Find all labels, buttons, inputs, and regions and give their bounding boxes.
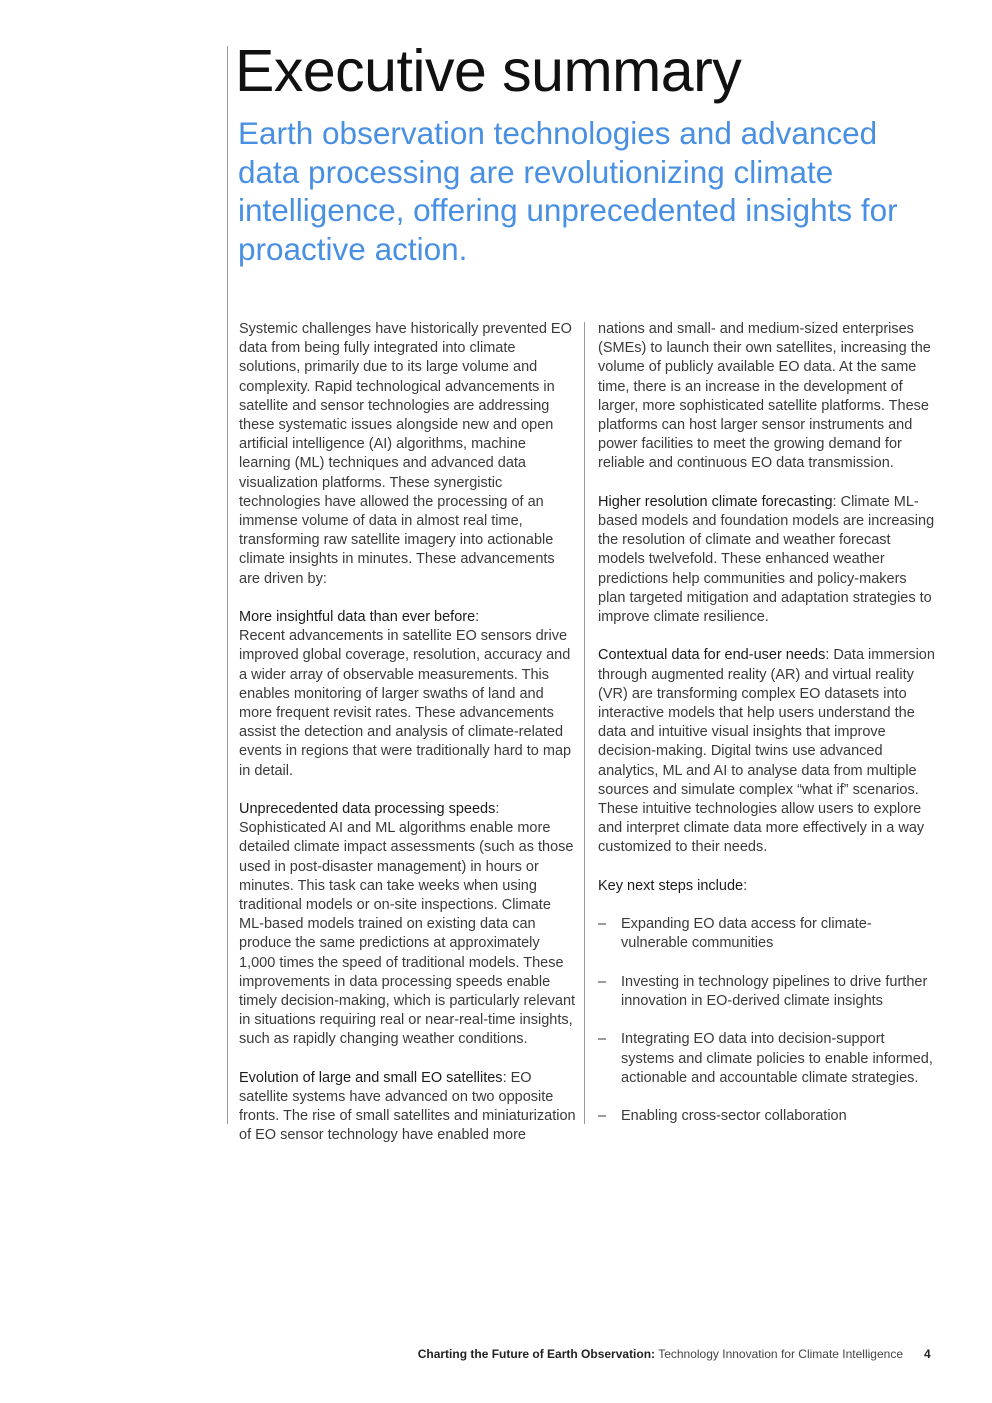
list-item: [598, 1107, 938, 1126]
left-column: [239, 320, 579, 1146]
page-subtitle: Earth observation technologies and advanced data processing are revolutionizing climate intelligence, offering unprecedented insights for proactive action.: [238, 115, 898, 267]
section-processing-speeds: Unprecedented data processing speeds: Sophisticated AI and ML algorithms enable more detailed climate impact assessments (such as those used in post-disaster management) in hours or minutes. This task can take weeks when using traditional models or on-site inspections. Climate ML-based models trained on existing data can produce the same predictions at approximately 1,000 times the speed of traditional models. These improvements in data processing speeds enable timely decision-making, which is particularly relevant in situations requiring real or near-real-time insights, such as rapidly changing weather conditions.: [239, 801, 576, 1048]
section-body: Climate ML-based models and foundation models are increasing the resolution of climate and weather forecast models twelvefold. These enhanced weather predictions help communities and policy-makers plan targeted mitigation and adaptation strategies to improve climate resilience.: [598, 493, 935, 626]
section-insightful-data: More insightful data than ever before: Recent advancements in satellite EO sensors drive improved global coverage, resolution, accuracy and a wider array of observable measurements. This enables monitoring of larger swaths of land and more frequent revisit rates. These advancements assist the detection and analysis of climate-related events in regions that were traditionally hard to map in detail.: [239, 609, 572, 779]
section-heading: More insightful data than ever before: [239, 609, 476, 626]
section-heading: Evolution of large and small EO satellites: [239, 1069, 503, 1086]
dash-bullet-icon: –: [598, 973, 607, 990]
section-heading: Contextual data for end-user needs: [598, 647, 826, 664]
footer-report-subtitle: Technology Innovation for Climate Intelligence: [658, 1347, 903, 1361]
dash-bullet-icon: –: [598, 916, 607, 933]
next-steps-heading-text: Key next steps include: [598, 877, 744, 894]
section-body: EO satellite systems have advanced on two opposite fronts. The rise of small satellites and miniaturization of EO sensor technology have enabled more: [239, 1069, 576, 1144]
next-steps-heading: Key next steps include:: [598, 877, 748, 894]
page-number: 4: [924, 1347, 931, 1361]
next-steps-list: [598, 915, 938, 1126]
list-item-text: Enabling cross-sector collaboration: [621, 1108, 847, 1125]
section-climate-forecasting: Higher resolution climate forecasting: Climate ML-based models and foundation models are increasing the resolution of climate and weather forecast models twelvefold. These enhanced weather predictions help communities and policy-makers plan targeted mitigation and adaptation strategies to improve climate resilience.: [598, 493, 935, 626]
dash-bullet-icon: –: [598, 1031, 607, 1048]
list-item: [598, 973, 938, 1011]
list-item-text: Investing in technology pipelines to drive further innovation in EO-derived climate insights: [621, 973, 928, 1010]
section-body: Sophisticated AI and ML algorithms enable more detailed climate impact assessments (such as those used in post-disaster management) in hours or minutes. This task can take weeks when using traditional models or on-site inspections. Climate ML-based models trained on existing data can produce the same predictions at approximately 1,000 times the speed of traditional models. These improvements in data processing speeds enable timely decision-making, which is particularly relevant in situations requiring real or near-real-time insights, such as rapidly changing weather conditions.: [239, 820, 576, 1048]
intro-paragraph: Systemic challenges have historically prevented EO data from being fully integrated into climate solutions, primarily due to its large volume and complexity. Rapid technological advancements in satellite and sensor technologies are addressing these systematic issues alongside new and open artificial intelligence (AI) algorithms, machine learning (ML) techniques and advanced data visualization platforms. These synergistic technologies have allowed the processing of an immense volume of data in almost real time, transforming raw satellite imagery into actionable climate insights in minutes. These advancements are driven by:: [239, 321, 572, 587]
right-column: [598, 320, 938, 1146]
footer-report-title: Charting the Future of Earth Observation:: [417, 1347, 656, 1361]
section-eo-satellites: Evolution of large and small EO satellites: EO satellite systems have advanced on two opposite fronts. The rise of small satellites and miniaturization of EO sensor technology have enabled more: [239, 1069, 576, 1144]
list-item-text: Expanding EO data access for climate-vulnerable communities: [621, 916, 872, 952]
section-heading: Unprecedented data processing speeds: [239, 801, 496, 818]
list-item: [598, 1030, 938, 1088]
dash-bullet-icon: –: [598, 1108, 607, 1125]
column-divider-rule: [584, 322, 585, 1124]
list-item-text: Integrating EO data into decision-support systems and climate policies to enable informed, actionable and accountable climate strategies.: [621, 1031, 933, 1086]
list-item: [598, 915, 938, 953]
left-margin-rule: [227, 46, 228, 1124]
page-title: Executive summary: [235, 38, 742, 104]
section-body: Recent advancements in satellite EO sensors drive improved global coverage, resolution, accuracy and a wider array of observable measurements. This enables monitoring of larger swaths of land and more frequent revisit rates. These advancements assist the detection and analysis of climate-related events in regions that were traditionally hard to map in detail.: [239, 628, 572, 779]
continuation-paragraph: nations and small- and medium-sized enterprises (SMEs) to launch their own satellites, increasing the volume of publicly available EO data. At the same time, there is an increase in the development of larger, more sophisticated satellite platforms. These platforms can host larger sensor instruments and power facilities to meet the growing demand for reliable and continuous EO data transmission.: [598, 321, 931, 472]
section-contextual-data: Contextual data for end-user needs: Data immersion through augmented reality (AR) and virtual reality (VR) are transforming complex EO datasets into interactive models that help users understand the data and intuitive visual insights that improve decision-making. Digital twins use advanced analytics, ML and AI to analyse data from multiple sources and simulate complex “what if” scenarios. These intuitive technologies allow users to explore and interpret climate data more effectively in a way customized to their needs.: [598, 647, 935, 856]
page-footer: [0, 1347, 903, 1361]
section-body: Data immersion through augmented reality (AR) and virtual reality (VR) are transforming complex EO datasets into interactive models that help users understand the data and intuitive visual insights that improve decision-making. Digital twins use advanced analytics, ML and AI to analyse data from multiple sources and simulate complex “what if” scenarios. These intuitive technologies allow users to explore and interpret climate data more effectively in a way customized to their needs.: [598, 647, 935, 856]
section-heading: Higher resolution climate forecasting: [598, 493, 833, 510]
